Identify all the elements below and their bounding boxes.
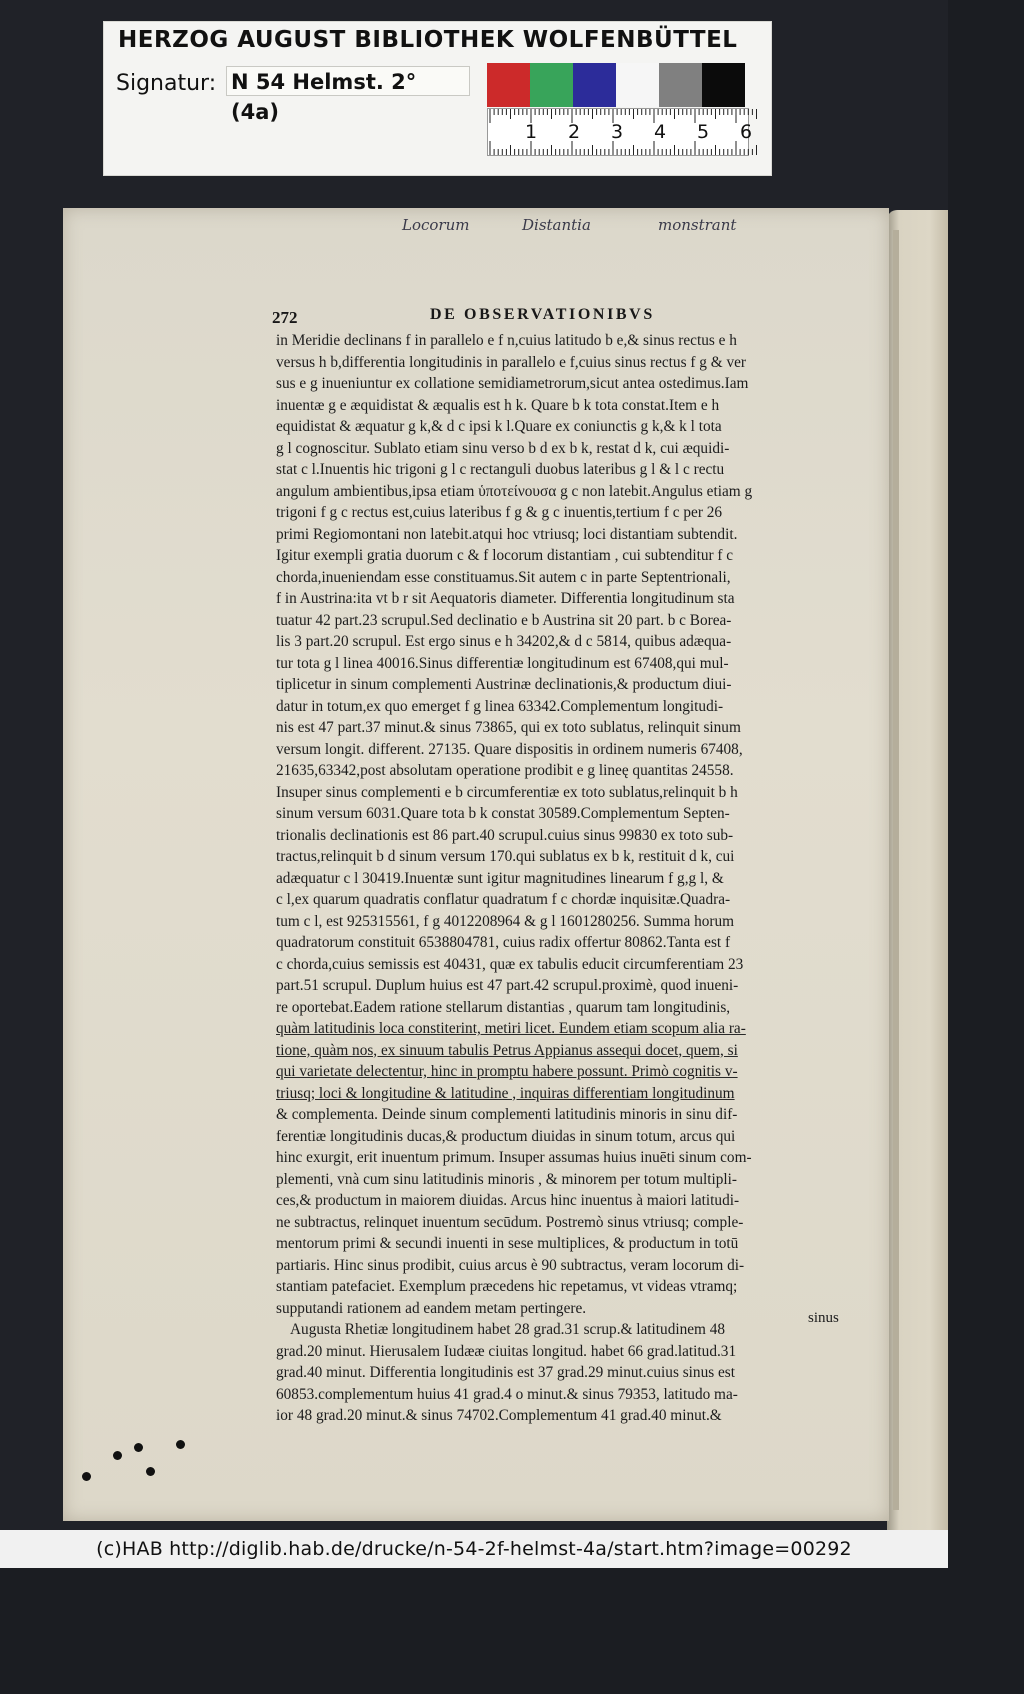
text-line: ior 48 grad.20 minut.& sinus 74702.Complementum 41 grad.40 minut.&	[276, 1407, 722, 1424]
text-line: lis 3 part.20 scrupul. Est ergo sinus e h 34202,& d c 5814, quibus adæqua-	[276, 633, 732, 650]
text-line: supputandi rationem ad eandem metam pertingere.	[276, 1299, 587, 1317]
text-line: adæquatur c l 30419.Inuentæ sunt igitur magnitudines linearum f g,g l, &	[276, 869, 724, 887]
text-line: tione, quàm nos, ex sinuum tabulis Petrus Appianus assequi docet, quem, si	[276, 1041, 738, 1059]
folio-number: 272	[272, 308, 298, 327]
text-line: tuatur 42 part.23 scrupul.Sed declinatio e b Austrina sit 20 part. b c Borea-	[276, 611, 732, 629]
text-line: triusq; loci & longitudine & latitudine , inquiras differentiam longitudinum	[276, 1084, 735, 1102]
text-line: tiplicetur in sinum complementi Austrinæ declinationis,& productum diui-	[276, 676, 732, 693]
text-line: c chorda,cuius semissis est 40431, quæ ex tabulis educit circumferentiam 23	[276, 955, 744, 973]
text-line: Igitur exempli gratia duorum c & f locorum distantiam , cui subtenditur f c	[276, 547, 734, 564]
text-line: ces,& productum in maiorem diuidas. Arcus hinc inuentus à maiori latitudi-	[276, 1192, 740, 1209]
text-line: g l cognoscitur. Sublato etiam sinu verso b d ex b k, restat d k, cui æquidi-	[276, 439, 730, 457]
text-line: grad.20 minut. Hierusalem Iudææ ciuitas longitud. habet 66 grad.latitud.31	[276, 1342, 737, 1360]
text-line: trigoni f g c rectus est,cuius lateribus f g & g c inuentis,tertium f c per 26	[276, 504, 723, 521]
color-calibration-chart	[487, 63, 745, 107]
ruler-number: 5	[696, 121, 710, 143]
color-swatch	[530, 63, 573, 107]
text-line: re oportebat.Eadem ratione stellarum distantias , quarum tam longitudinis,	[276, 998, 731, 1016]
copyright-url: (c)HAB http://diglib.hab.de/drucke/n-54-2f-helmst-4a/start.htm?image=00292	[96, 1538, 852, 1560]
text-line: part.51 scrupul. Duplum huius est 47 part.42 scrupul.proximè, quod inueni-	[276, 977, 739, 994]
ruler-number: 3	[610, 121, 624, 143]
text-line: trionalis declinationis est 86 part.40 scrupul.cuius sinus 99830 ex toto sub-	[276, 826, 734, 844]
text-line: chorda,inueniendam esse constituamus.Sit autem c in parte Septentrionali,	[276, 568, 731, 586]
color-swatch	[573, 63, 616, 107]
text-line: partiaris. Hinc sinus prodibit, cuius arcus è 90 subtractus, veram locorum di-	[276, 1256, 745, 1274]
text-line: stantiam patefaciet. Exemplum præcedens hic repetamus, vt videas vtramq;	[276, 1278, 738, 1295]
text-line: tractus,relinquit b d sinum versum 170.qui sublatus ex b k, restituit d k, cui	[276, 848, 735, 865]
ink-dot	[176, 1440, 185, 1449]
color-swatch	[487, 63, 530, 107]
scale-ruler	[487, 108, 753, 156]
text-line: ferentiæ longitudinis ducas,& productum diuidas in sinum totum, arcus qui	[276, 1127, 736, 1145]
text-line: quàm latitudinis loca constiterint, metiri licet. Eundem etiam scopum alia ra-	[276, 1020, 746, 1037]
handwriting-word-2: Distantia	[522, 216, 591, 234]
handwritten-annotation	[402, 214, 782, 244]
text-line: qui varietate delectentur, hinc in promptu habere possunt. Primò cognitis v-	[276, 1063, 738, 1080]
text-line: f in Austrina:ita vt b r sit Aequatoris diameter. Differentia longitudinum sta	[276, 590, 735, 607]
text-line: 21635,63342,post absolutam operatione prodibit e g lineę quantitas 24558.	[276, 762, 734, 779]
signatur-value: N 54 Helmst. 2° (4a)	[226, 66, 470, 96]
text-line: primi Regiomontani non latebit.atqui hoc vtriusq; loci distantiam subtendit.	[276, 525, 738, 543]
signatur-label: Signatur:	[116, 71, 217, 96]
text-line: inuentæ g e æquidistat & æqualis est h k. Quare b k tota constat.Item e h	[276, 396, 720, 414]
handwriting-word-3: monstrant	[658, 216, 737, 234]
text-line: versum longit. different. 27135. Quare dispositis in ordinem numeris 67408,	[276, 740, 743, 758]
ruler-number: 4	[653, 121, 667, 143]
ruler-number: 1	[524, 121, 538, 143]
color-swatch	[702, 63, 745, 107]
text-line: angulum ambientibus,ipsa etiam ὑποτείνουσα g c non latebit.Angulus etiam g	[276, 482, 753, 500]
footer-bar	[0, 1530, 948, 1568]
text-line: ne subtractus, relinquet inuentum secūdum. Postremò sinus vtriusq; comple-	[276, 1213, 744, 1231]
text-line: 60853.complementum huius 41 grad.4 o minut.& sinus 79353, latitudo ma-	[276, 1385, 738, 1403]
catchword: sinus	[808, 1310, 839, 1326]
facing-page-fold	[893, 230, 899, 1510]
text-line: sus e g inueniuntur ex collatione semidiametrorum,sicut antea ostedimus.Iam	[276, 375, 749, 392]
text-line: grad.40 minut. Differentia longitudinis est 37 grad.29 minut.cuius sinus est	[276, 1364, 735, 1381]
text-line: Augusta Rhetiæ longitudinem habet 28 grad.31 scrup.& latitudinem 48	[290, 1321, 726, 1338]
text-line: hinc exurgit, erit inuentum primum. Insuper assumas huius inuēti sinum com-	[276, 1149, 752, 1166]
text-line: datur in totum,ex quo emerget f g linea 63342.Complementum longitudi-	[276, 697, 724, 715]
ink-dot	[113, 1451, 122, 1460]
text-line: mentorum primi & secundi inuenti in sese multiplices, & productum in totū	[276, 1235, 739, 1252]
text-line: tur tota g l linea 40016.Sinus differentiæ longitudinum est 67408,qui mul-	[276, 654, 729, 672]
color-swatch	[659, 63, 702, 107]
text-line: in Meridie declinans f in parallelo e f n,cuius latitudo b e,& sinus rectus e h	[276, 332, 737, 349]
text-line: tum c l, est 925315561, f g 4012208964 & g l 1601280256. Summa horum	[276, 912, 735, 930]
text-line: versus h b,differentia longitudinis in parallelo e f,cuius sinus rectus f g & ver	[276, 353, 746, 371]
text-line: plementi, vnà cum sinu latitudinis minoris , & minorem per totum multipli-	[276, 1170, 737, 1188]
handwriting-word-1: Locorum	[402, 216, 470, 234]
ruler-number: 6	[739, 121, 753, 143]
text-line: & complementa. Deinde sinum complementi latitudinis minoris in sinu dif-	[276, 1106, 738, 1123]
running-head: DE OBSERVATIONIBVS	[430, 306, 655, 323]
library-label-card	[103, 21, 772, 176]
ink-dot	[82, 1472, 91, 1481]
text-line: stat c l.Inuentis hic trigoni g l c rectanguli duobus lateribus g l & l c rectu	[276, 461, 725, 478]
text-line: sinum versum 6031.Quare tota b k constat 30589.Complementum Septen-	[276, 805, 730, 822]
library-name: HERZOG AUGUST BIBLIOTHEK WOLFENBÜTTEL	[118, 27, 738, 53]
text-line: equidistat & æquatur g k,& d c ipsi k l.Quare ex coniunctis g k,& k l tota	[276, 418, 722, 435]
text-line: quadratorum constituit 6538804781, cuius radix offertur 80862.Tanta est f	[276, 934, 731, 951]
ink-dot	[146, 1467, 155, 1476]
text-line: c l,ex quarum quadratis conflatur quadratum f c chordæ inquisitæ.Quadra-	[276, 891, 731, 908]
text-line: nis est 47 part.37 minut.& sinus 73865, qui ex toto sublatus, relinquit sinum	[276, 719, 741, 736]
page-text-block	[276, 330, 842, 1427]
text-line: Insuper sinus complementi e b circumferentiæ ex toto sublatus,relinquit b h	[276, 783, 738, 801]
ink-dot	[134, 1443, 143, 1452]
ruler-number: 2	[567, 121, 581, 143]
color-swatch	[616, 63, 659, 107]
